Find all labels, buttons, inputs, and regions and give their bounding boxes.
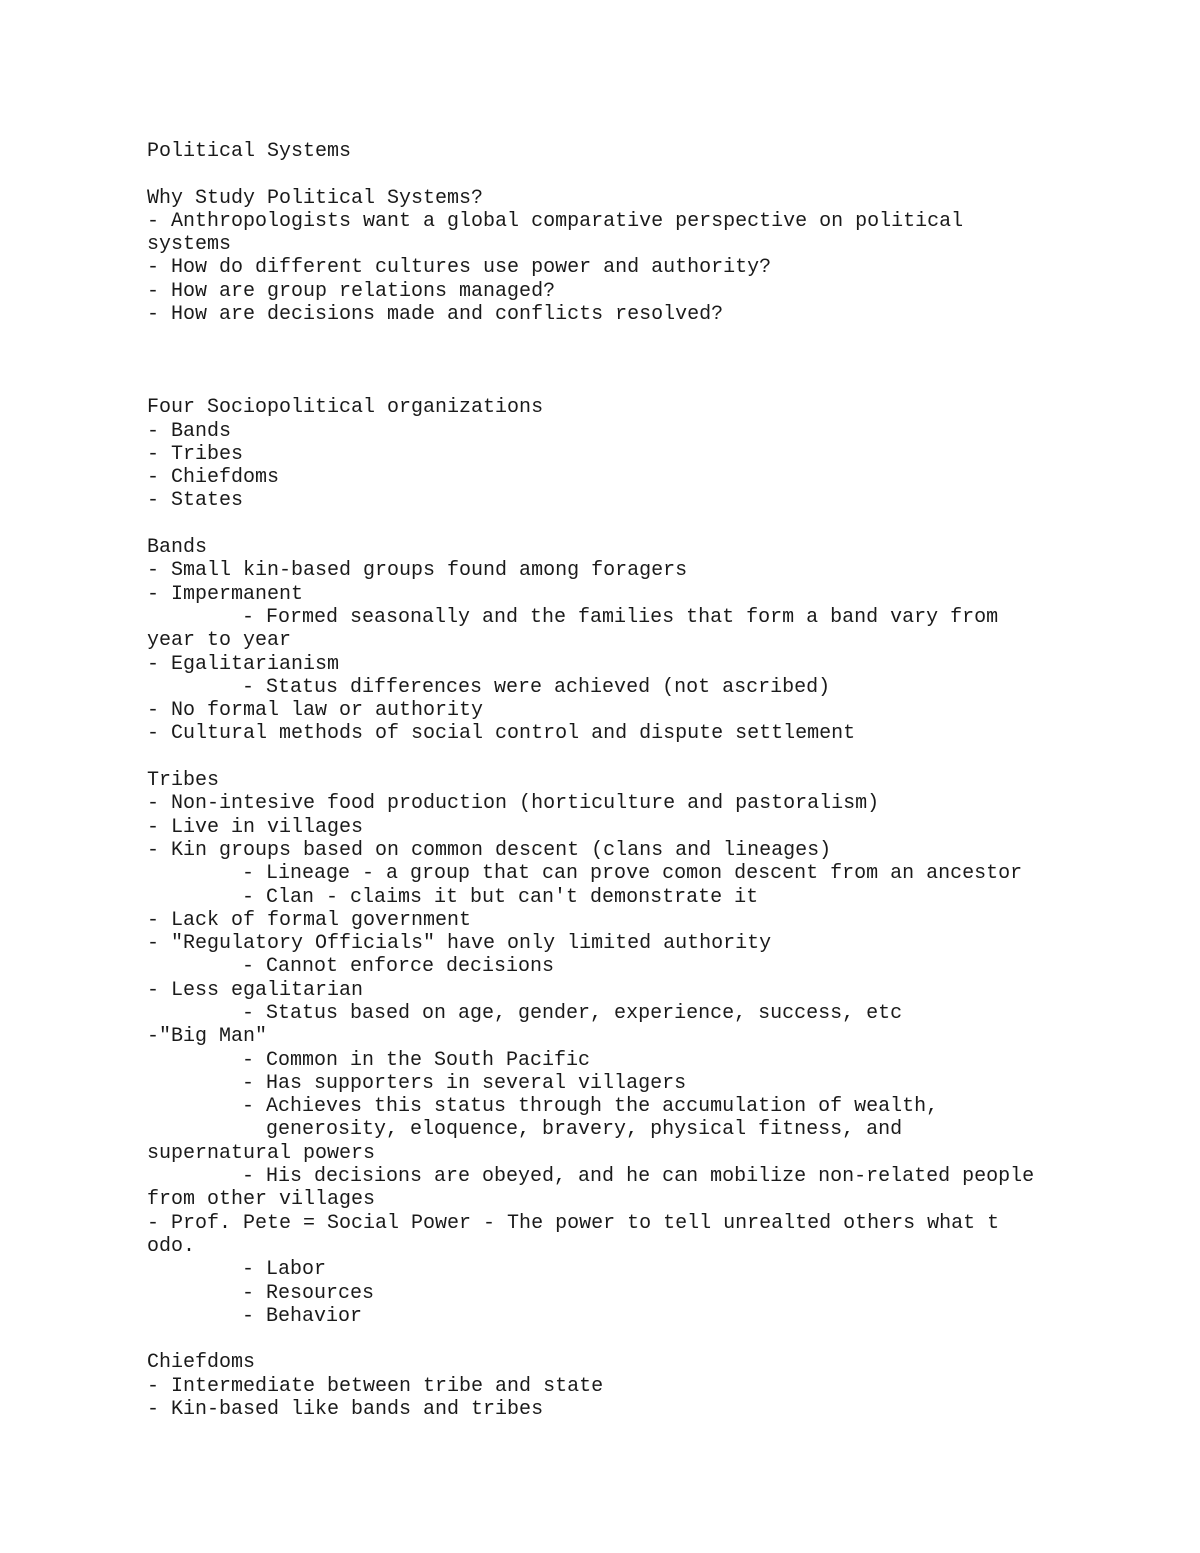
text-line: supernatural powers bbox=[147, 1141, 376, 1165]
text-line: - States bbox=[147, 489, 244, 513]
text-line: - How are decisions made and conflicts resolved? bbox=[147, 303, 724, 327]
text-line: - Impermanent bbox=[147, 582, 304, 606]
document-title: Political Systems bbox=[147, 140, 352, 163]
text-line: - Egalitarianism bbox=[147, 652, 340, 676]
text-line: - Cultural methods of social control and dispute settlement bbox=[147, 722, 856, 746]
text-line: - Prof. Pete = Social Power - The power to tell unrealted others what t bbox=[147, 1211, 1000, 1235]
text-line-indented: generosity, eloquence, bravery, physical fitness, and bbox=[242, 1118, 903, 1142]
text-line: -"Big Man" bbox=[147, 1025, 268, 1049]
text-line-indented: - Behavior bbox=[242, 1304, 363, 1328]
text-line: - Tribes bbox=[147, 442, 244, 466]
text-line: - Bands bbox=[147, 419, 232, 443]
text-line-indented: - Has supporters in several villagers bbox=[242, 1071, 687, 1095]
blank-line bbox=[147, 163, 1147, 186]
text-line: odo. bbox=[147, 1234, 196, 1258]
section-heading-chiefdoms: Chiefdoms bbox=[147, 1351, 256, 1375]
text-line: - Less egalitarian bbox=[147, 978, 364, 1002]
text-line-indented: - Common in the South Pacific bbox=[242, 1048, 591, 1072]
text-line: - Chiefdoms bbox=[147, 466, 280, 490]
text-line: - Kin-based like bands and tribes bbox=[147, 1398, 544, 1422]
text-line: - "Regulatory Officials" have only limited authority bbox=[147, 932, 772, 956]
blank-line bbox=[147, 513, 1147, 536]
text-line: - No formal law or authority bbox=[147, 699, 484, 723]
text-line: - How are group relations managed? bbox=[147, 279, 556, 303]
text-line: - Lack of formal government bbox=[147, 908, 472, 932]
text-line-indented: - Clan - claims it but can't demonstrate it bbox=[242, 885, 759, 909]
blank-line bbox=[147, 326, 1147, 373]
text-line: systems bbox=[147, 233, 232, 257]
text-line-indented: - Status differences were achieved (not ascribed) bbox=[242, 675, 831, 699]
text-line: - Small kin-based groups found among foragers bbox=[147, 559, 688, 583]
blank-line bbox=[147, 373, 1147, 396]
text-line-indented: - Labor bbox=[242, 1258, 327, 1282]
document-body bbox=[147, 140, 1147, 1421]
text-line: - Non-intesive food production (horticulture and pastoralism) bbox=[147, 792, 880, 816]
blank-line bbox=[147, 746, 1147, 769]
text-line: - Kin groups based on common descent (clans and lineages) bbox=[147, 838, 832, 862]
text-line: - Intermediate between tribe and state bbox=[147, 1374, 604, 1398]
text-line-indented: - Resources bbox=[242, 1281, 375, 1305]
text-line: - Live in villages bbox=[147, 815, 364, 839]
text-line-indented: - Status based on age, gender, experience, success, etc bbox=[242, 1001, 903, 1025]
section-heading-why: Why Study Political Systems? bbox=[147, 186, 484, 210]
text-line: - How do different cultures use power and authority? bbox=[147, 256, 772, 280]
section-heading-tribes: Tribes bbox=[147, 769, 220, 793]
text-line-indented: - Achieves this status through the accumulation of wealth, bbox=[242, 1095, 939, 1119]
text-line-indented: - Lineage - a group that can prove comon descent from an ancestor bbox=[242, 862, 1023, 886]
text-line-indented: - His decisions are obeyed, and he can mobilize non-related people bbox=[242, 1165, 1035, 1189]
text-line-indented: - Formed seasonally and the families that form a band vary from bbox=[242, 605, 999, 629]
text-line: year to year bbox=[147, 629, 292, 653]
section-heading-bands: Bands bbox=[147, 536, 208, 560]
text-line-indented: - Cannot enforce decisions bbox=[242, 955, 555, 979]
text-line: - Anthropologists want a global comparative perspective on political bbox=[147, 209, 964, 233]
section-heading-four: Four Sociopolitical organizations bbox=[147, 396, 544, 420]
text-line: from other villages bbox=[147, 1188, 376, 1212]
blank-line bbox=[147, 1328, 1147, 1351]
